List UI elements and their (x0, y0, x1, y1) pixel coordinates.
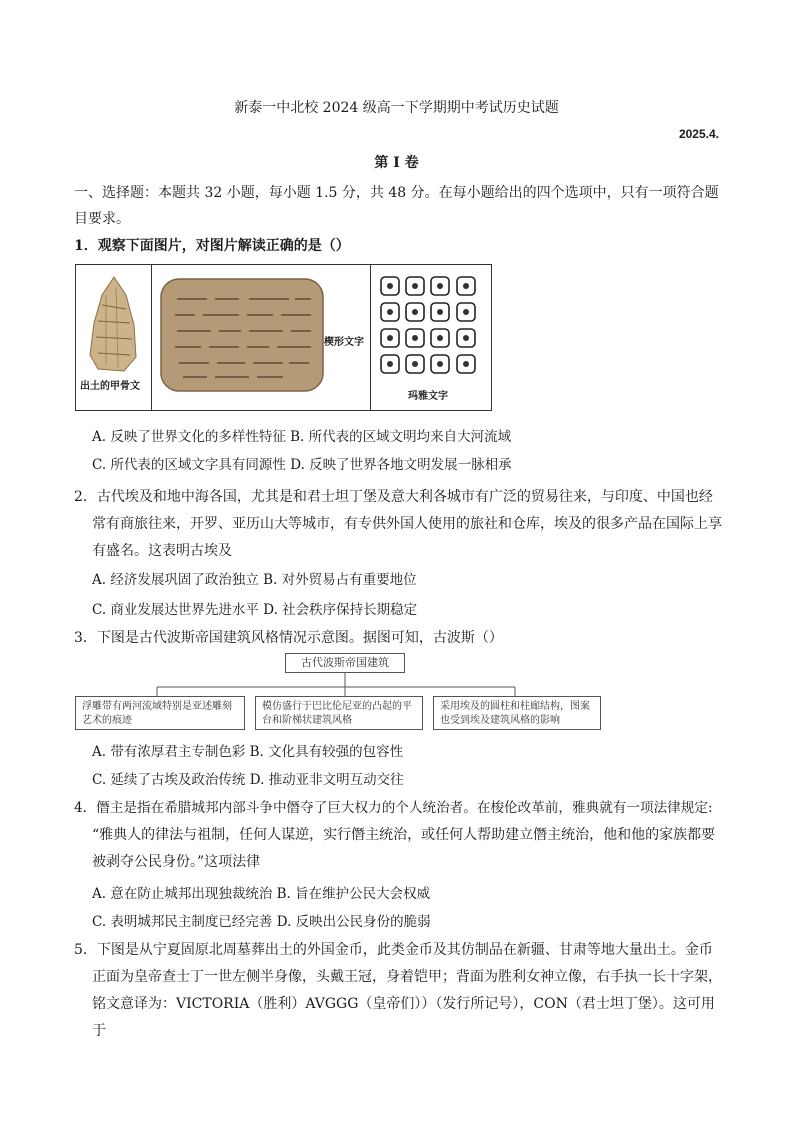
cuneiform-panel (151, 265, 371, 410)
q3-box-assyria: 浮雕带有两河流域特别是亚述雕刻艺术的痕迹 (75, 696, 245, 730)
q4-options-line-1: A. 意在防止城邦出现独裁统治 B. 旨在维护公民大会权威 (92, 886, 431, 902)
oracle-bone-panel (76, 265, 152, 410)
q4-line-1: 4．僭主是指在希腊城邦内部斗争中僭夺了巨大权力的个人统治者。在梭伦改革前，雅典就有一项法律规定: (74, 800, 713, 816)
q1-options-line-1: A. 反映了世界文化的多样性特征 B. 所代表的区域文明均来自大河流域 (92, 429, 512, 445)
exam-title: 新泰一中北校 2024 级高一下学期期中考试历史试题 (234, 100, 559, 116)
q4-line-2: “雅典人的律法与祖制，任何人谋逆，实行僭主统治，或任何人帮助建立僭主统治，他和他的家族都要 (92, 827, 716, 843)
maya-glyphs-image (377, 271, 487, 375)
q1-stem: 1．观察下面图片，对图片解读正确的是（） (74, 238, 350, 254)
q3-options-line-1: A. 带有浓厚君主专制色彩 B. 文化具有较强的包容性 (92, 744, 404, 760)
q3-box-babylonia: 模仿盛行于巴比伦尼亚的凸起的平台和阶梯状建筑风格 (255, 696, 423, 730)
q2-options-line-1: A. 经济发展巩固了政治独立 B. 对外贸易占有重要地位 (92, 572, 417, 588)
q3-root-box: 古代波斯帝国建筑 (285, 653, 405, 673)
q4-line-3: 被剥夺公民身份。”这项法律 (92, 854, 261, 870)
q1-options-line-2: C. 所代表的区域文字具有同源性 D. 反映了世界各地文明发展一脉相承 (92, 457, 512, 473)
q3-stem: 3．下图是古代波斯帝国建筑风格情况示意图。据图可知，古波斯（） (74, 630, 503, 646)
q5-line-1: 5．下图是从宁夏固原北周墓葬出土的外国金币，此类金币及其仿制品在新疆、甘肃等地大量出土。金币 (74, 942, 713, 958)
oracle-bone-image (76, 265, 151, 385)
q4-options-line-2: C. 表明城邦民主制度已经完善 D. 反映出公民身份的脆弱 (92, 914, 431, 930)
instructions-line-1: 一、选择题：本题共 32 小题，每小题 1.5 分，共 48 分。在每小题给出的四个选项中，只有一项符合题 (74, 185, 719, 201)
q5-line-3: 铭文意译为：VICTORIA（胜利）AVGGG（皇帝们））（发行所记号），CON（君士坦丁堡）。这可用于 (92, 996, 715, 1039)
cuneiform-tablet-image (159, 277, 329, 397)
q3-options-line-2: C. 延续了古埃及政治传统 D. 推动亚非文明互动交往 (92, 772, 404, 788)
exam-date: 2025.4. (678, 127, 719, 141)
maya-panel (370, 265, 491, 410)
q2-options-line-2: C. 商业发展达世界先进水平 D. 社会秩序保持长期稳定 (92, 602, 418, 618)
q2-line-1: 2．古代埃及和地中海各国，尤其是和君士坦丁堡及意大利各城市有广泛的贸易往来，与印度、中国也经 (74, 489, 713, 505)
q2-line-2: 常有商旅往来，开罗、亚历山大等城市，有专供外国人使用的旅社和仓库，埃及的很多产品在国际上享 (92, 516, 722, 532)
q2-line-3: 有盛名。这表明古埃及 (92, 543, 232, 559)
q1-figure (75, 264, 492, 411)
volume-heading: 第 I 卷 (374, 155, 419, 171)
q3-figure (75, 653, 605, 731)
q3-box-egypt: 采用埃及的圆柱和柱廊结构，图案也受到埃及建筑风格的影响 (433, 696, 601, 730)
maya-caption: 玛雅文字 (408, 391, 448, 402)
oracle-bone-caption: 出土的甲骨文 (80, 381, 140, 392)
cuneiform-caption: 楔形文字 (324, 337, 364, 348)
q5-line-2: 正面为皇帝查士丁一世左侧半身像，头戴王冠，身着铠甲；背面为胜利女神立像，右手执一长十字架， (92, 969, 722, 985)
instructions-line-2: 目要求。 (74, 211, 130, 227)
